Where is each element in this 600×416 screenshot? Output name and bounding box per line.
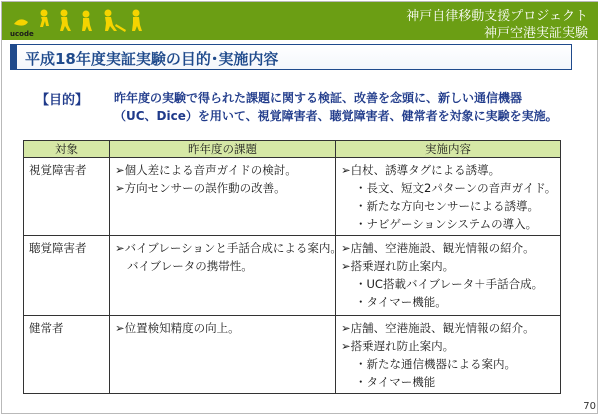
content-subitem: ・長文、短文2パターンの音声ガイド。 bbox=[355, 181, 557, 195]
content-subitem: ・新たな方向センサーによる誘導。 bbox=[355, 199, 539, 213]
content-subitem: ・UC搭載バイブレータ＋手話合成。 bbox=[355, 277, 544, 291]
content-cell bbox=[336, 158, 561, 236]
slide-title-bar bbox=[10, 44, 572, 70]
title-accent bbox=[11, 45, 17, 69]
content-subitem: ・タイマー機能 bbox=[355, 375, 436, 389]
experiment-table bbox=[23, 140, 561, 394]
issue-item: ➢方向センサーの誤作動の改善。 bbox=[115, 181, 286, 195]
walking-people-logo-icon bbox=[8, 6, 158, 38]
target-cell: 聴覚障害者 bbox=[24, 236, 110, 316]
issue-item: ➢バイブレーションと手話合成による案内。 bbox=[115, 241, 342, 255]
table-row bbox=[24, 236, 561, 316]
issue-item: バイブレータの携帯性。 bbox=[127, 259, 253, 273]
page-number: 70 bbox=[583, 401, 596, 412]
project-title: 神戸自律移動支援プロジェクト bbox=[406, 9, 588, 24]
issues-cell bbox=[110, 316, 336, 394]
content-item: ➢搭乗遅れ防止案内。 bbox=[341, 259, 455, 273]
purpose-text-line2: （UC、Dice）を用いて、視覚障害者、聴覚障害者、健常者を対象に実験を実施。 bbox=[114, 109, 558, 123]
issues-cell bbox=[110, 236, 342, 316]
header-last-year-issues: 昨年度の課題 bbox=[110, 141, 336, 158]
content-subitem: ・新たな通信機器による案内。 bbox=[355, 357, 516, 371]
target-cell: 健常者 bbox=[24, 316, 110, 394]
content-item: ➢店舗、空港施設、観光情報の紹介。 bbox=[341, 321, 535, 335]
header-banner bbox=[2, 2, 598, 40]
purpose-text-line1: 昨年度の実験で得られた課題に関する検証、改善を念頭に、新しい通信機器 bbox=[114, 91, 523, 105]
content-cell bbox=[336, 316, 561, 394]
issues-cell bbox=[110, 158, 336, 236]
content-cell bbox=[336, 236, 561, 316]
project-subtitle: 神戸空港実証実験 bbox=[483, 26, 588, 40]
issue-item: ➢個人差による音声ガイドの検討。 bbox=[115, 163, 297, 177]
table-row bbox=[24, 158, 561, 236]
header-target: 対象 bbox=[24, 141, 110, 158]
table-row bbox=[24, 316, 561, 394]
content-item: ➢白杖、誘導タグによる誘導。 bbox=[341, 163, 501, 177]
purpose-label: 【目的】 bbox=[36, 93, 89, 108]
logo-text: ucode bbox=[10, 30, 34, 38]
issue-item: ➢位置検知精度の向上。 bbox=[115, 321, 240, 335]
slide-title: 平成18年度実証実験の目的･実施内容 bbox=[25, 50, 279, 68]
content-item: ➢搭乗遅れ防止案内。 bbox=[341, 339, 455, 353]
header-content: 実施内容 bbox=[336, 141, 561, 158]
target-cell: 視覚障害者 bbox=[24, 158, 110, 236]
content-subitem: ・ナビゲーションシステムの導入。 bbox=[355, 217, 538, 231]
content-subitem: ・タイマー機能。 bbox=[355, 295, 447, 309]
table-header-row bbox=[24, 141, 561, 158]
content-item: ➢店舗、空港施設、観光情報の紹介。 bbox=[341, 241, 535, 255]
